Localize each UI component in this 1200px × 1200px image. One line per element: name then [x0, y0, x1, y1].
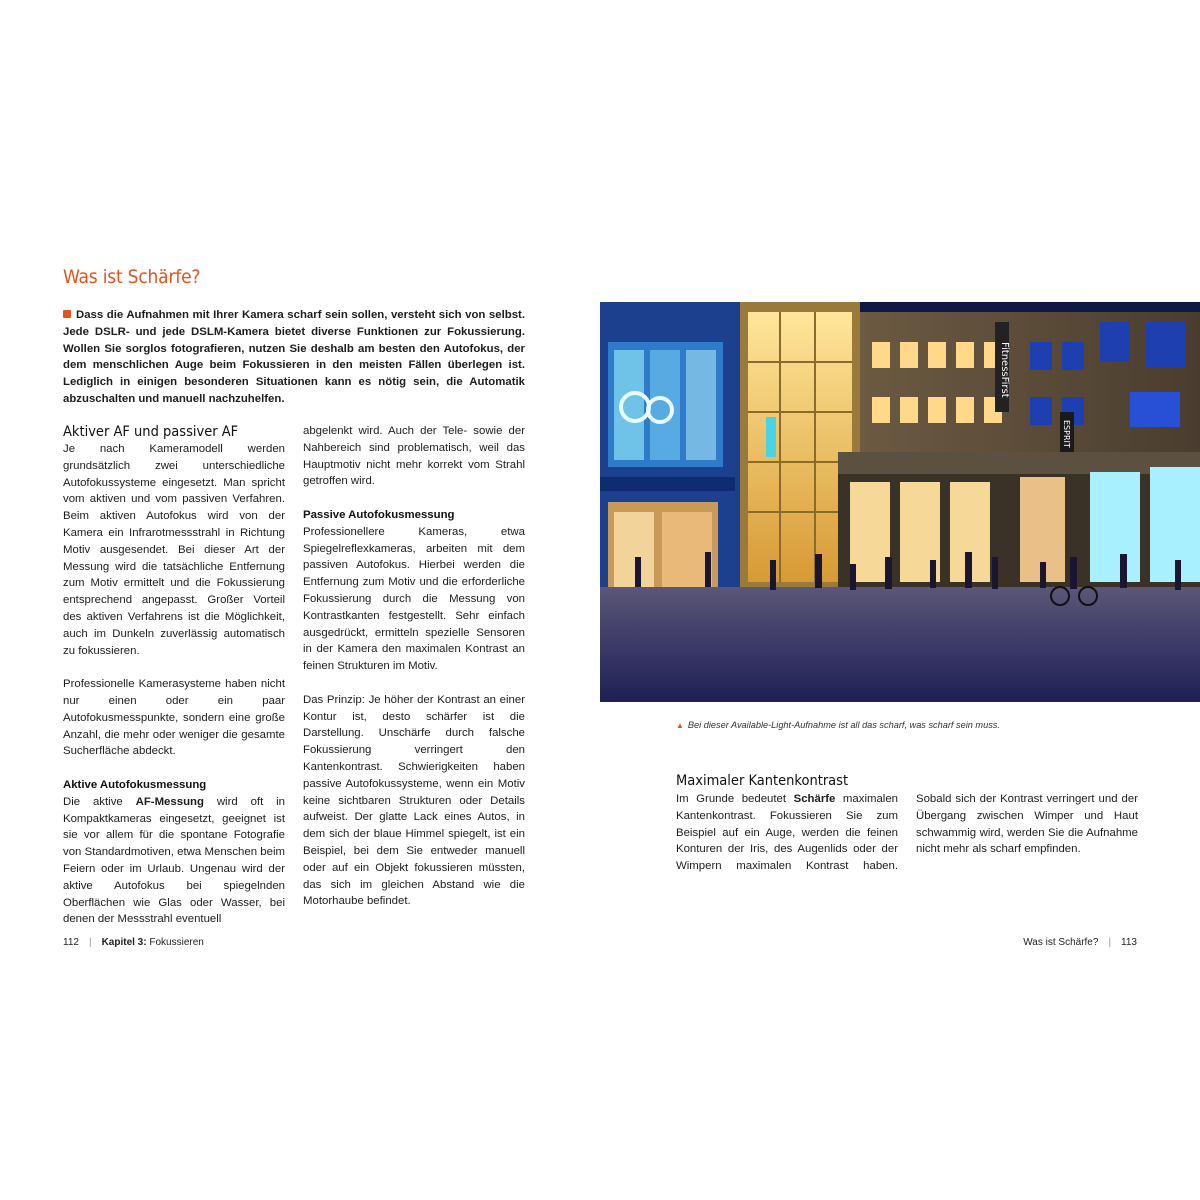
footer-left: [63, 937, 204, 948]
heading-passive-autofokusmessung: Passive Autofokusmessung: [303, 508, 455, 521]
esprit-sign: ESPRIT: [1062, 420, 1071, 448]
paragraph: [63, 794, 285, 928]
heading-aktiver-passiver-af: Aktiver AF und passiver AF: [63, 424, 239, 440]
intro-text: Dass die Aufnahmen mit Ihrer Kamera scharf sein sollen, versteht sich von selbst. Jede DSLR- und jede DSLM-Kamera bietet diverse Funktionen zur Fokussierung. Wollen Sie sorglos fotografieren, nutzen Sie deshalb am besten den Autofokus, der dem menschlichen Auge beim Fokussieren in den meisten Fällen überlegen ist. Lediglich in einigen besonderen Situationen kann es nötig sein, die Automatik abzuschalten und manuell nachzuhelfen.: [63, 309, 525, 405]
text-run: wird oft in Kompaktkameras eingesetzt, geeignet ist sie vor allem für die spontane Fotografie von Standardmotiven, etwa Menschen beim Feiern oder im Urlaub. Ungenau wird der aktive Autofokus bei spiegelnden Oberflächen wie Glas oder Wasser, bei denen der Messstrahl eventuell: [63, 795, 285, 926]
square-bullet-icon: [63, 310, 71, 318]
column-right: [676, 772, 1138, 875]
chapter-title: Fokussieren: [149, 937, 204, 948]
paragraph: Professionellere Kameras, etwa Spiegelreflexkameras, arbeiten mit dem passiven Autofokus. Hierbei werden die Entfernung zum Motiv und die erforderliche Fokussierung durch die Messung von Kontrastkanten festgestellt. Sehr einfach ausgedrückt, ermitteln spezielle Sensoren in der Kamera den maximalen Kontrast an feinen Strukturen im Motiv.: [303, 525, 525, 673]
page-number-left: 112: [63, 937, 79, 948]
heading-maximaler-kantenkontrast: Maximaler Kantenkontrast: [676, 773, 849, 789]
page-number-right: 113: [1121, 937, 1137, 948]
column-middle: [303, 423, 525, 910]
footer-separator: |: [88, 937, 92, 948]
text-run: Im Grunde bedeutet: [676, 793, 794, 805]
intro-paragraph: [63, 307, 525, 408]
paragraph: Je nach Kameramodell werden grundsätzlich zwei unterschiedliche Autofokussysteme eingesetzt. Man spricht vom aktiven und vom passiven Verfahren. Beim aktiven Autofokus wird von der Kamera ein Infrarotmessstrahl in Richtung Motiv ausgesendet. Bei dieser Art der Messung wird die tatsächliche Entfernung zum Motiv ermittelt und die Fokussierung entsprechend angepasst. Großer Vorteil des aktiven Verfahrens ist die Möglichkeit, auch im Dunkeln zuverlässig automatisch zu fokussieren.: [63, 443, 285, 657]
column-left: [63, 423, 285, 928]
paragraph: [676, 791, 1138, 875]
paragraph: Professionelle Kamerasysteme haben nicht nur einen oder ein paar Autofokusmesspunkte, sondern eine große Anzahl, die mehr oder weniger die gesamte Sucherfläche abdeckt.: [63, 678, 285, 758]
footer-separator: |: [1108, 937, 1112, 948]
bold-term: Schärfe: [793, 793, 836, 805]
caption-text: Bei dieser Available-Light-Aufnahme ist all das scharf, was scharf sein muss.: [687, 720, 1000, 730]
bold-term: AF-Messung: [135, 795, 204, 808]
fitness-first-sign: FitnessFirst: [999, 342, 1010, 398]
photo-caption: [676, 720, 1000, 730]
street-night-photo: [600, 302, 1200, 702]
page-title: Was ist Schärfe?: [63, 266, 201, 288]
caption-triangle-icon: ▲: [676, 721, 684, 730]
chapter-label: Kapitel 3:: [101, 937, 147, 948]
paragraph: abgelenkt wird. Auch der Tele- sowie der Nahbereich sind problematisch, weil das Hauptmotiv nicht mehr korrekt vom Strahl getroffen wird.: [303, 425, 525, 488]
footer-right: [1023, 937, 1137, 948]
text-run: Die aktive: [63, 795, 136, 808]
heading-aktive-autofokusmessung: Aktive Autofokusmessung: [63, 778, 207, 791]
text-run: maximalen Kantenkontrast. Fokussieren Sie zum Beispiel auf ein Auge, werden die feinen Konturen der Iris, des Augenlids oder der Wimpern maximalen Kontrast haben. Sobald sich der Kontrast verringert und der Übergang zwischen Wimper und Haut schwammig wird, werden Sie die Aufnahme nicht mehr als scharf empfinden.: [676, 793, 1138, 873]
paragraph: Das Prinzip: Je höher der Kontrast an einer Kontur ist, desto schärfer ist die Darstellung. Unschärfe durch falsche Fokussierung verringert den Kantenkontrast. Schwierigkeiten haben passive Autofokussysteme, wenn ein Motiv keine sichtbaren Strukturen oder Details aufweist. Der glatte Lack eines Autos, in dem sich der blaue Himmel spiegelt, ist ein Beispiel, bei dem Sie entweder manuell oder auf ein Objekt fokussieren müssten, das sich im gleichen Abstand wie die Motorhaube befindet.: [303, 693, 525, 908]
section-running-head: Was ist Schärfe?: [1023, 937, 1099, 948]
